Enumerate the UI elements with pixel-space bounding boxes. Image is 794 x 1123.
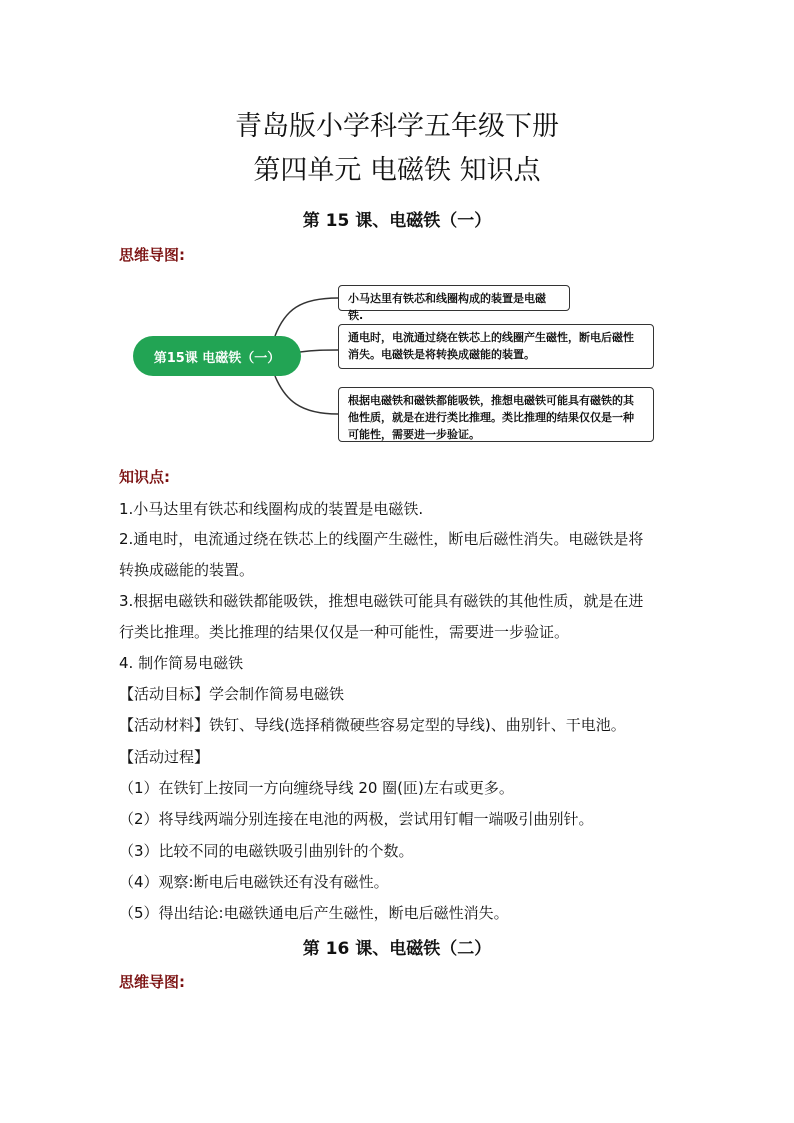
point-4: 4. 制作简易电磁铁: [119, 654, 244, 672]
activity-goal: 【活动目标】学会制作简易电磁铁: [119, 685, 345, 703]
mindmap-branch-3: 根据电磁铁和磁铁都能吸铁，推想电磁铁可能具有磁铁的其他性质，就是在进行类比推理。类比推理的结果仅仅是一种可能性，需要进一步验证。: [338, 387, 654, 442]
mindmap-center-node: 第15课 电磁铁（一）: [133, 336, 301, 376]
connector-bottom: [275, 376, 338, 414]
connector-top: [275, 298, 338, 336]
process-step-1: （1）在铁钉上按同一方向缠绕导线 20 圈(匝)左右或更多。: [119, 779, 514, 797]
document-subtitle: 第四单元 电磁铁 知识点: [253, 155, 541, 186]
mindmap-branch-2: 通电时，电流通过绕在铁芯上的线圈产生磁性，断电后磁性消失。电磁铁是将转换成磁能的装置。: [338, 324, 654, 369]
process-step-2: （2）将导线两端分别连接在电池的两极，尝试用钉帽一端吸引曲别针。: [119, 810, 594, 828]
point-3-line-2: 行类比推理。类比推理的结果仅仅是一种可能性，需要进一步验证。: [119, 623, 570, 641]
point-1: 1.小马达里有铁芯和线圈构成的装置是电磁铁.: [119, 500, 424, 518]
document-title: 青岛版小学科学五年级下册: [235, 111, 559, 142]
activity-process: 【活动过程】: [119, 748, 210, 766]
process-step-3: （3）比较不同的电磁铁吸引曲别针的个数。: [119, 842, 414, 860]
point-2-line-2: 转换成磁能的装置。: [119, 561, 255, 579]
lesson-16-heading: 第 16 课、电磁铁（二）: [302, 939, 492, 959]
mindmap-label: 思维导图:: [119, 246, 185, 264]
point-3-line-1: 3.根据电磁铁和磁铁都能吸铁，推想电磁铁可能具有磁铁的其他性质，就是在进: [119, 592, 644, 610]
activity-materials: 【活动材料】铁钉、导线(选择稍微硬些容易定型的导线)、曲别针、干电池。: [119, 716, 626, 734]
lesson-15-heading: 第 15 课、电磁铁（一）: [302, 211, 492, 231]
point-2-line-1: 2.通电时，电流通过绕在铁芯上的线圈产生磁性，断电后磁性消失。电磁铁是将: [119, 530, 644, 548]
mindmap-branch-1: 小马达里有铁芯和线圈构成的装置是电磁铁.: [338, 285, 570, 311]
process-step-4: （4）观察:断电后电磁铁还有没有磁性。: [119, 873, 389, 891]
process-step-5: （5）得出结论:电磁铁通电后产生磁性，断电后磁性消失。: [119, 904, 509, 922]
mindmap-label-2: 思维导图:: [119, 973, 185, 991]
connector-middle: [300, 350, 338, 352]
knowledge-points-label: 知识点:: [119, 468, 170, 486]
